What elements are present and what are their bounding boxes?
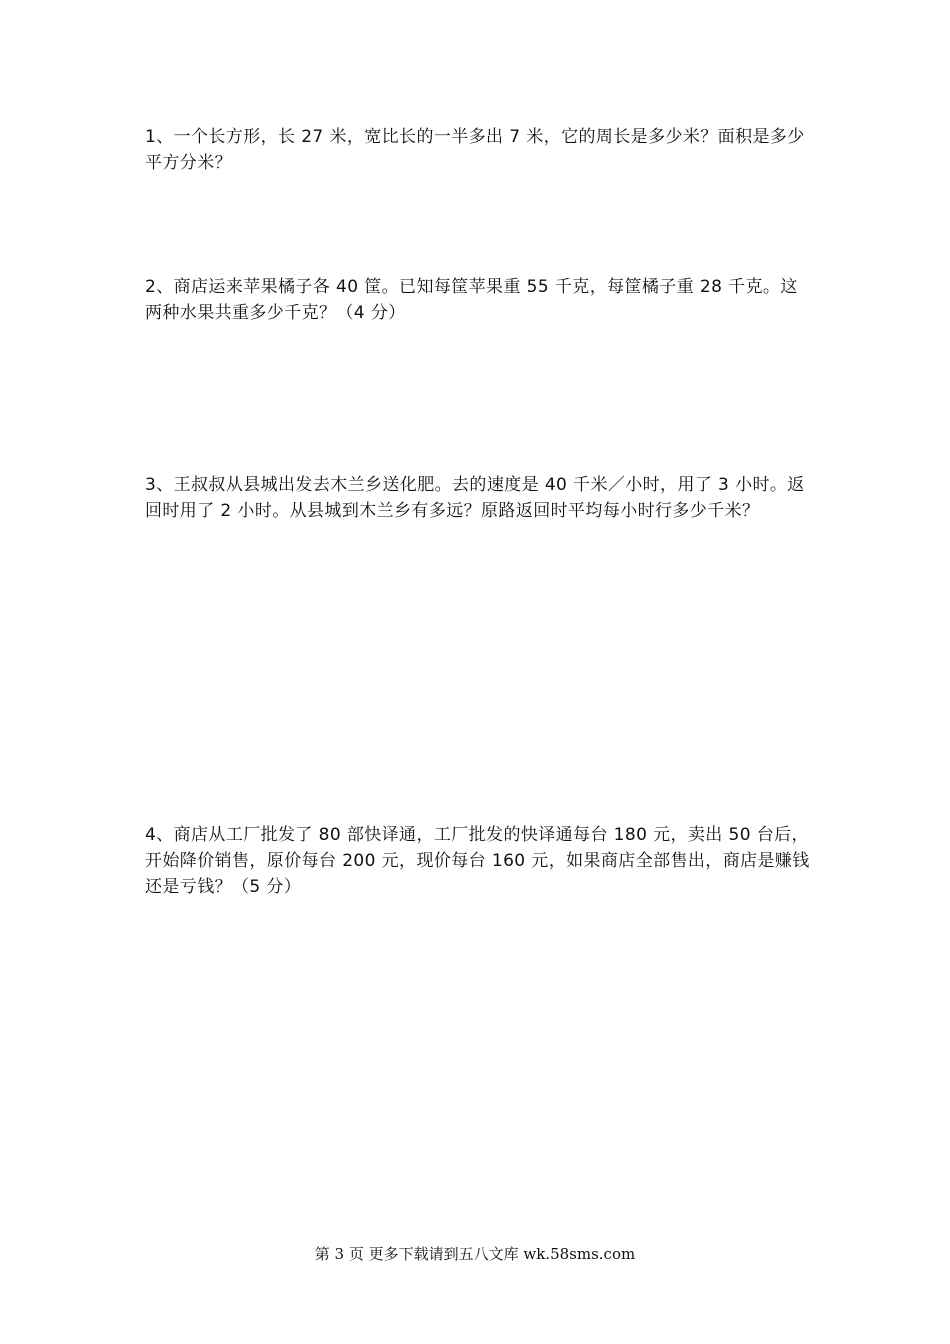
question-1: 1、一个长方形，长 27 米，宽比长的一半多出 7 米，它的周长是多少米？面积是多少平方分米？ (145, 127, 805, 173)
question-4: 4、商店从工厂批发了 80 部快译通，工厂批发的快译通每台 180 元，卖出 50 台后，开始降价销售，原价每台 200 元，现价每台 160 元，如果商店全部售出，商店是赚钱还是亏钱？（5 分） (145, 825, 810, 897)
question-2: 2、商店运来苹果橘子各 40 筐。已知每筐苹果重 55 千克，每筐橘子重 28 千克。这两种水果共重多少千克？（4 分） (145, 277, 798, 323)
page-footer: 第 3 页 更多下载请到五八文库 wk.58sms.com (314, 1245, 636, 1263)
question-3: 3、王叔叔从县城出发去木兰乡送化肥。去的速度是 40 千米／小时，用了 3 小时。返回时用了 2 小时。从县城到木兰乡有多远？原路返回时平均每小时行多少千米？ (145, 475, 805, 521)
